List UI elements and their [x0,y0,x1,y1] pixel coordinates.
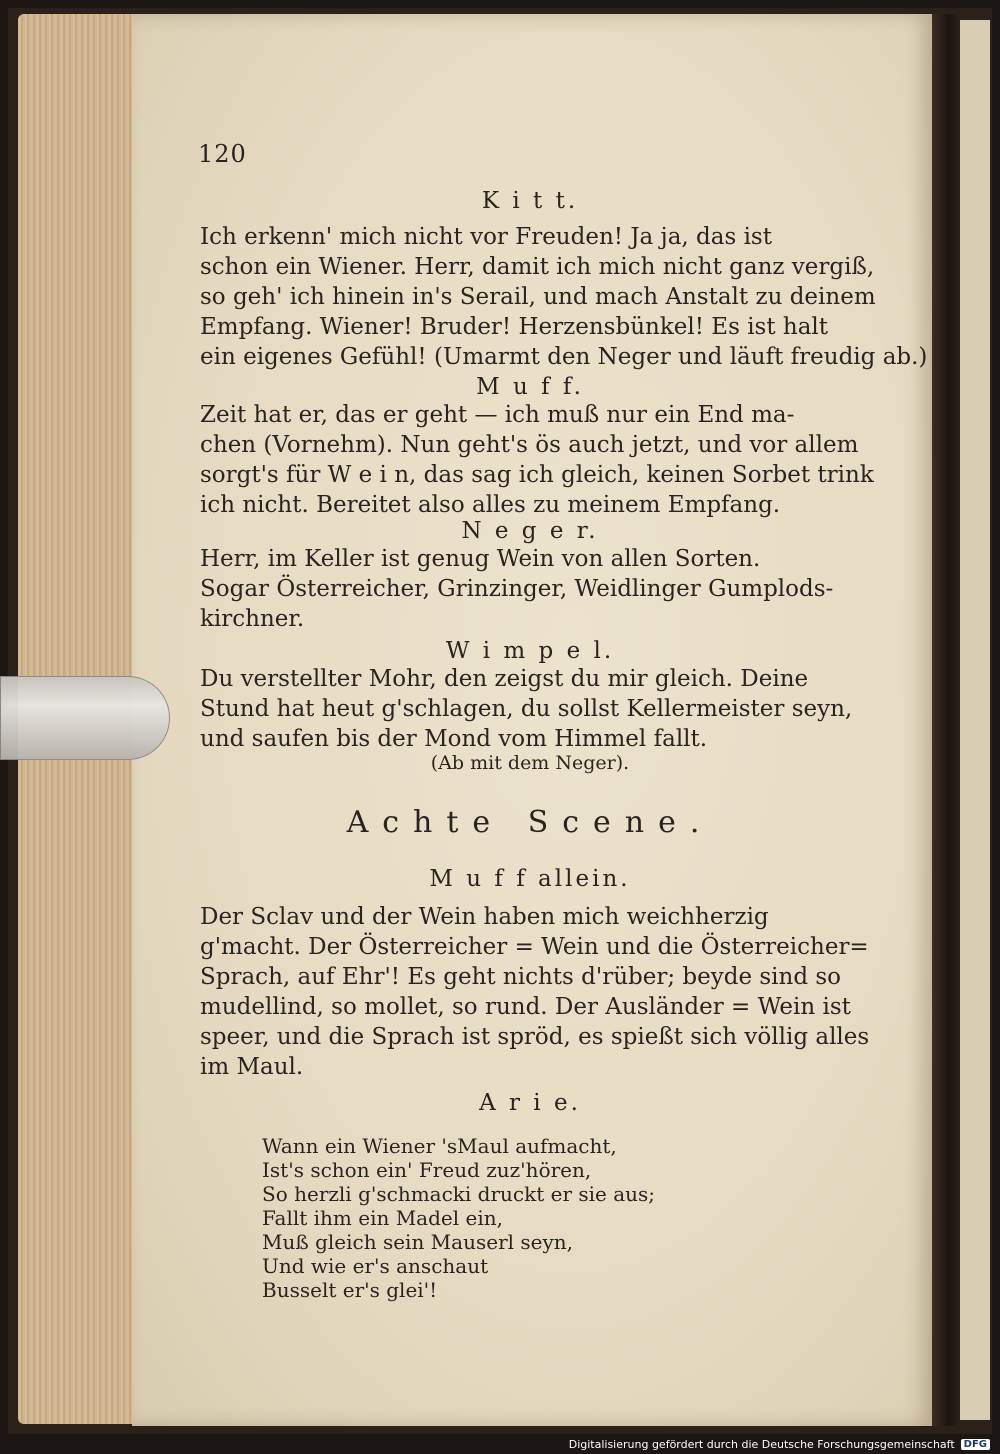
text-line: Ich erkenn' mich nicht vor Freuden! Ja ja, das ist [200,224,772,250]
speaker-kitt: K i t t. [481,188,579,214]
text-line: ich nicht. Bereitet also alles zu meinem Empfang. [200,492,781,518]
verse-line: Ist's schon ein' Freud zuz'hören, [262,1158,592,1182]
text-line: kirchner. [200,606,305,632]
aria-heading: A r i e. [479,1090,581,1116]
text-line: Herr, im Keller ist genug Wein von allen Sorten. [200,546,761,572]
verse-line: Busselt er's glei'! [262,1278,438,1302]
text-line: Du verstellter Mohr, den zeigst du mir gleich. Deine [200,666,809,692]
text-line: chen (Vornehm). Nun geht's ös auch jetzt, und vor allem [200,432,859,458]
footer-text: Digitalisierung gefördert durch die Deutsche Forschungsgemeinschaft [568,1437,955,1451]
text-line: speer, und die Sprach ist spröd, es spießt sich völlig alles [200,1024,870,1050]
speaker-wimpel: W i m p e l. [445,638,615,664]
text-line: Sprach, auf Ehr'! Es geht nichts d'rüber; beyde sind so [200,964,842,990]
scene-heading: Achte Scene. [346,805,714,840]
text-line: Der Sclav und der Wein haben mich weichherzig [200,904,769,930]
scene-speaker: M u f f allein. [429,866,631,892]
speaker-muff: M u f f. [476,374,584,400]
speaker-neger: N e g e r. [461,518,599,544]
facing-page-edge [960,20,990,1420]
stage-direction: (Ab mit dem Neger). [430,752,630,774]
text-line: Empfang. Wiener! Bruder! Herzensbünkel! Es ist halt [200,314,829,340]
text-line: sorgt's für W e i n, das sag ich gleich, keinen Sorbet trink [200,462,874,488]
verse-line: So herzli g'schmacki druckt er sie aus; [262,1182,656,1206]
text-line: so geh' ich hinein in's Serail, und mach Anstalt zu deinem [200,284,876,310]
text-line: ein eigenes Gefühl! (Umarmt den Neger und läuft freudig ab.) [200,344,928,370]
page-number: 120 [198,140,247,168]
verse-line: Und wie er's anschaut [262,1254,489,1278]
text-line: g'macht. Der Österreicher = Wein und die Österreicher= [200,934,869,960]
text-line: im Maul. [200,1054,304,1080]
text-line: Zeit hat er, das er geht — ich muß nur ein End ma- [200,402,795,428]
text-line: Stund hat heut g'schlagen, du sollst Kellermeister seyn, [200,696,853,722]
digitization-footer [569,1436,990,1452]
text-line: schon ein Wiener. Herr, damit ich mich nicht ganz vergiß, [200,254,875,280]
text-line: Sogar Österreicher, Grinzinger, Weidlinger Gumplods- [200,576,834,602]
verse-line: Fallt ihm ein Madel ein, [262,1206,503,1230]
verse-line: Wann ein Wiener 'sMaul aufmacht, [262,1134,617,1158]
text-line: mudellind, so mollet, so rund. Der Ausländer = Wein ist [200,994,851,1020]
book-gutter [932,14,960,1426]
verse-line: Muß gleich sein Mauserl seyn, [262,1230,574,1254]
thumb-holding-page [0,676,170,760]
dfg-logo: DFG [961,1439,990,1450]
text-line: und saufen bis der Mond vom Himmel fallt. [200,726,708,752]
